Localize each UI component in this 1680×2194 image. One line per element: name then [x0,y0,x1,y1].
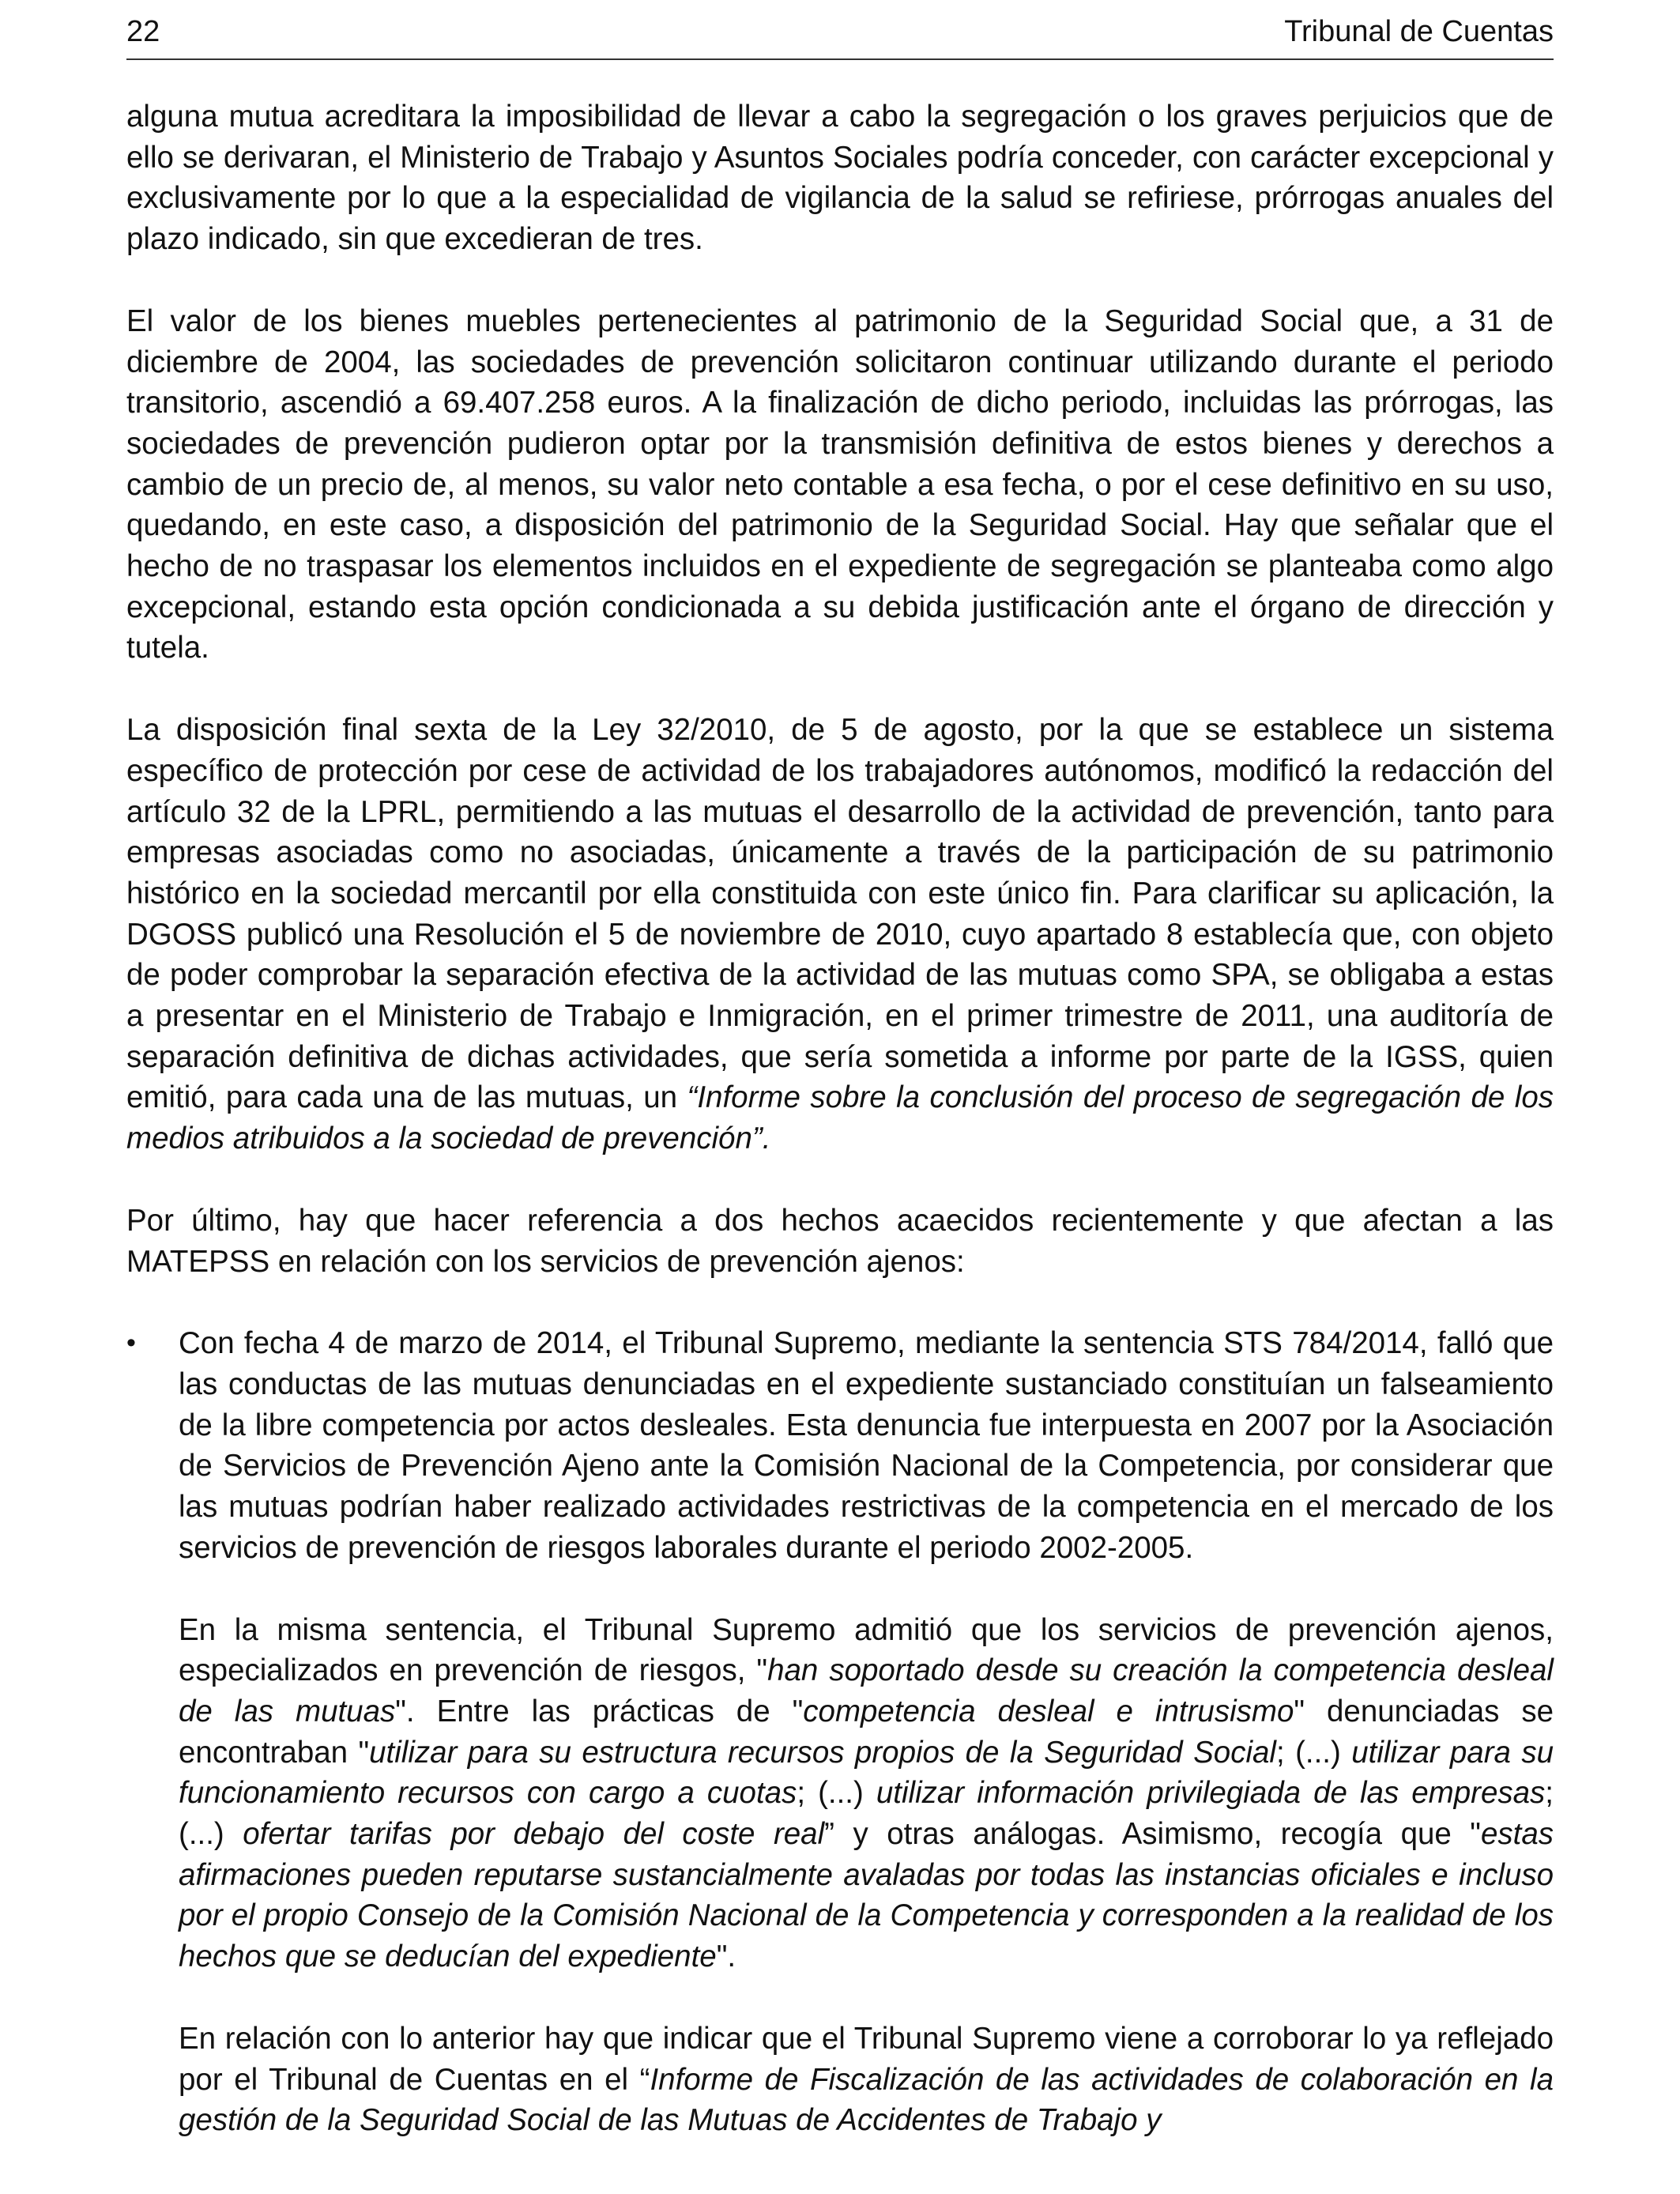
bullet-icon: • [126,1328,136,1359]
page-number: 22 [126,15,160,49]
paragraph-bienes-muebles: El valor de los bienes muebles pertenecientes al patrimonio de la Seguridad Social que, a 31 de diciembre de 2004, las sociedades de prevención solicitaron continuar utilizando durante el periodo transitorio, ascendió a 69.407.258 euros. A la finalización de dicho periodo, incluidas las prórrogas, las sociedades de prevención pudieron optar por la transmisión definitiva de estos bienes y derechos a cambio de un precio de, al menos, su valor neto contable a esa fecha, o por el cese definitivo en su uso, quedando, en este caso, a disposición del patrimonio de la Seguridad Social. Hay que señalar que el hecho de no traspasar los elementos incluidos en el expediente de segregación se planteaba como algo excepcional, estando esta opción condicionada a su debida justificación ante el órgano de dirección y tutela. [126,303,1554,665]
paragraph-segregation: alguna mutua acreditara la imposibilidad de llevar a cabo la segregación o los graves perjuicios que de ello se derivaran, el Ministerio de Trabajo y Asuntos Sociales podría conceder, con carácter excepcional y exclusivamente por lo que a la especialidad de vigilancia de la salud se refiriese, prórrogas anuales del plazo indicado, sin que excedieran de tres. [126,100,1554,257]
text-run: ; (...) [1275,1735,1352,1770]
text-run: ". Entre las prácticas de " [395,1694,804,1728]
paragraph-sentencia [126,1610,1554,1977]
text-run: ". [716,1940,736,1974]
text-run: ” y otras análogas. Asimismo, recogía que " [824,1817,1481,1852]
quote-run: utilizar para su estructura recursos propios de la Seguridad Social [369,1735,1276,1770]
quote-run: competencia desleal e intrusismo [803,1694,1294,1728]
quote-run: Informe de Fiscalización de las actividades de colaboración en la gestión de la Seguridad Social de las Mutuas de Accidentes de Trabajo y [179,2062,1554,2138]
text-run: ; (...) [179,1776,1554,1852]
text-run: " denunciadas se encontraban " [179,1694,1554,1770]
running-title: Tribunal de Cuentas [1284,15,1554,49]
text-run: ; (...) [797,1776,876,1811]
text-run: En relación con lo anterior hay que indicar que el Tribunal Supremo viene a corroborar lo ya reflejado por el Tribunal de Cuentas en el “ [179,2021,1554,2097]
report-title-quote: “Informe sobre la conclusión del proceso de segregación de los medios atribuidos a la sociedad de prevención”. [126,1080,1554,1156]
quote-run: ofertar tarifas por debajo del coste real [243,1817,825,1852]
quote-run: utilizar información privilegiada de las empresas [876,1776,1546,1811]
paragraph-corrobora [126,2019,1554,2141]
bullet-item [126,1323,1554,1568]
paragraph-hechos-recientes: Por último, hay que hacer referencia a dos hechos acaecidos recientemente y que afectan a las MATEPSS en relación con los servicios de prevención ajenos: [126,1203,1554,1279]
page-header [126,14,1554,60]
document-body [126,96,1554,2182]
paragraph-ley-32-2010 [126,710,1554,1159]
quote-run: utilizar para su funcionamiento recursos con cargo a cuotas [179,1735,1554,1811]
quote-run: han soportado desde su creación la competencia desleal de las mutuas [179,1653,1554,1728]
quote-run: estas afirmaciones pueden reputarse sustancialmente avaladas por todas las instancias oficiales e incluso por el propio Consejo de la Comisión Nacional de la Competencia y corresponden a la realidad de los hechos que se deducían del expediente [179,1817,1554,1974]
text-run: En la misma sentencia, el Tribunal Supremo admitió que los servicios de prevención ajenos, especializados en prevención de riesgos, " [179,1612,1554,1688]
paragraph-text: La disposición final sexta de la Ley 32/2010, de 5 de agosto, por la que se establece un sistema específico de protección por cese de actividad de los trabajadores autónomos, modificó la redacción del artículo 32 de la LPRL, permitiendo a las mutuas el desarrollo de la actividad de prevención, tanto para empresas asociadas como no asociadas, únicamente a través de la participación de su patrimonio histórico en la sociedad mercantil por ella constituida con este único fin. Para clarificar su aplicación, la DGOSS publicó una Resolución el 5 de noviembre de 2010, cuyo apartado 8 establecía que, con objeto de poder comprobar la separación efectiva de la actividad de las mutuas como SPA, se obligaba a estas a presentar en el Ministerio de Trabajo e Inmigración, en el primer trimestre de 2011, una auditoría de separación definitiva de dichas actividades, que sería sometida a informe por parte de la IGSS, quien emitió, para cada una de las mutuas, un [126,713,1554,1115]
bullet-text: Con fecha 4 de marzo de 2014, el Tribunal Supremo, mediante la sentencia STS 784/2014, falló que las conductas de las mutuas denunciadas en el expediente sustanciado constituían un falseamiento de la libre competencia por actos desleales. Esta denuncia fue interpuesta en 2007 por la Asociación de Servicios de Prevención Ajeno ante la Comisión Nacional de la Competencia, por considerar que las mutuas podrían haber realizado actividades restrictivas de la competencia en el mercado de los servicios de prevención de riesgos laborales durante el periodo 2002-2005. [179,1326,1554,1565]
